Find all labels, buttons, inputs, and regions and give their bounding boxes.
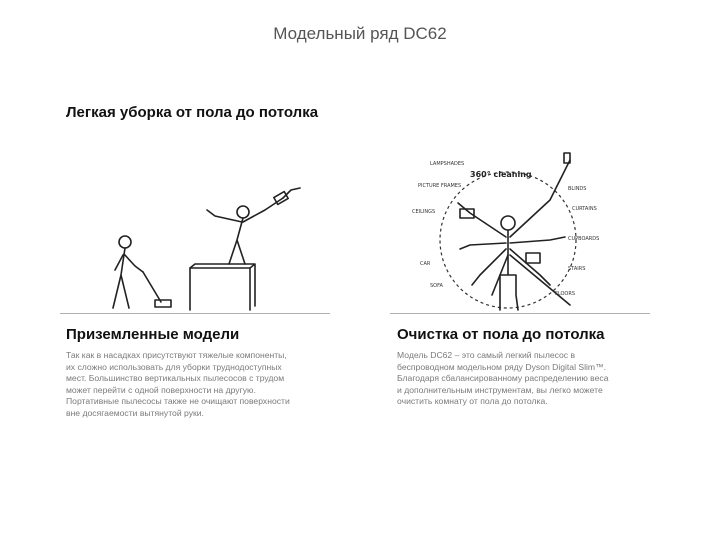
cleaning-360-label: 360° cleaning (470, 170, 532, 179)
ceilings-label: CEILINGS (412, 209, 436, 215)
ground-models-heading: Приземленные модели (66, 326, 240, 343)
stairs-label: STAIRS (568, 266, 586, 272)
text-line: беспроводном модельном ряду Dyson Digital Slim™. (397, 361, 607, 372)
car-label: CAR (420, 261, 431, 267)
floor-to-ceiling-text (397, 350, 645, 408)
sofa-label: SOFA (430, 283, 443, 289)
blinds-label: BLINDS (568, 186, 587, 192)
text-line: их сложно использовать для уборки труднодоступных (66, 361, 282, 372)
text-line: Так как в насадках присутствуют тяжелые компоненты, (66, 350, 287, 360)
lampshades-label: LAMPSHADES (430, 161, 465, 167)
person-vacuuming-figure (113, 236, 171, 308)
cupboards-label: CUPBOARDS (568, 236, 600, 242)
text-line: вне досягаемости вытянутой руки. (66, 407, 204, 418)
person-reaching-figure (207, 188, 300, 264)
text-line: Благодаря сбалансированному распределению веса (397, 373, 609, 384)
text-line: Портативные пылесосы также не очищают поверхности (66, 396, 290, 407)
text-line: мест. Большинство вертикальных пылесосов с трудом (66, 373, 285, 384)
text-line: может перейти с одной поверхности на другую. (66, 384, 256, 395)
ground-models-text (66, 350, 328, 420)
ground-cleaning-illustration (95, 180, 355, 315)
left-divider (60, 313, 330, 314)
main-heading: Легкая уборка от пола до потолка (66, 104, 319, 121)
text-line: очистить комнату от пола до потолка. (397, 396, 548, 407)
table-shape (190, 264, 255, 310)
floors-label: FLOORS (555, 291, 576, 297)
text-line: и дополнительным инструментам, вы легко можете (397, 384, 603, 395)
floor-to-ceiling-heading: Очистка от пола до потолка (397, 326, 605, 343)
picture-frames-label: PICTURE FRAMES (418, 183, 462, 189)
slide-title: Модельный ряд DC62 (273, 24, 447, 43)
curtains-label: CURTAINS (572, 206, 597, 212)
text-line: Модель DC62 – это самый легкий пылесос в (397, 350, 576, 360)
ceiling-cleaning-illustration (400, 145, 615, 315)
right-divider (390, 313, 650, 314)
